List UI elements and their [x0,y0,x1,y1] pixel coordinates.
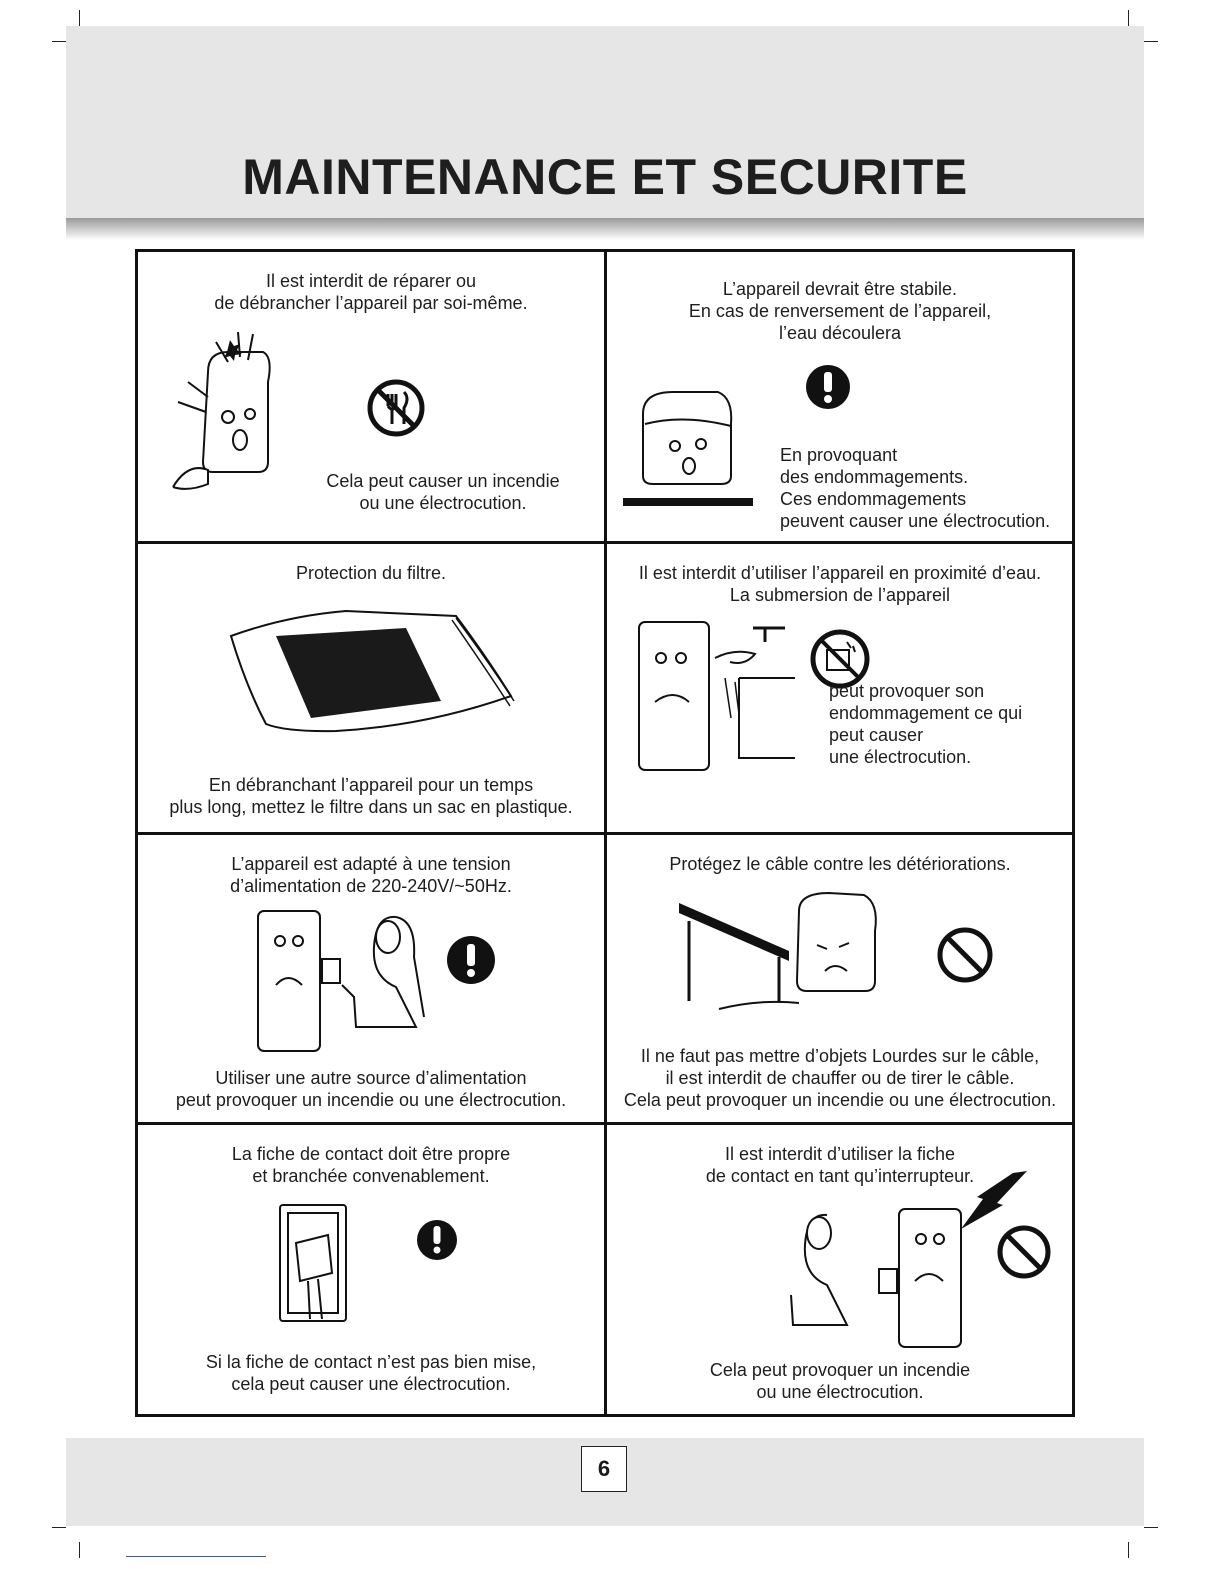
cell-body [138,1067,604,1111]
body-line: peut provoquer un incendie ou une électrocution. [175,1090,567,1110]
footer-rule [126,1556,266,1557]
heading-line: d’alimentation de 220-240V/~50Hz. [230,876,512,896]
cell-heading [138,1143,604,1187]
body-line: une électrocution. [829,747,972,767]
body-line: Utiliser une autre source d’alimentation [215,1068,527,1088]
body-line: Ces endommagements [780,489,967,509]
heading-line: Protection du filtre. [295,563,447,583]
safety-cell-plug [138,1125,604,1414]
prohibited-icon [997,1225,1051,1279]
plug-as-switch-illustration [787,1205,967,1350]
appliance-plug-in-illustration [246,907,436,1057]
appliance-repair-illustration [168,322,288,502]
lightning-bolt-icon [953,1169,1029,1231]
safety-cell-cable [607,835,1073,1124]
body-line: il est interdit de chauffer ou de tirer le câble. [665,1068,1015,1088]
body-line: Il ne faut pas mettre d’objets Lourdes sur le câble, [640,1046,1040,1066]
crop-mark [79,10,80,26]
crop-mark [52,1527,66,1528]
cell-heading [138,562,604,584]
exclamation-warning-icon [446,935,496,985]
heading-line: Il est interdit de réparer ou [265,271,477,291]
safety-grid [135,249,1075,1417]
body-line: peut provoquer son [829,681,985,701]
heading-line: L’appareil devrait être stabile. [722,279,958,299]
exclamation-warning-icon [416,1219,458,1261]
cell-heading [138,853,604,897]
header-band [66,26,1144,218]
heading-line: La submersion de l’appareil [729,585,951,605]
safety-cell-switch [607,1125,1073,1414]
body-line: Cela peut provoquer un incendie ou une électrocution. [623,1090,1057,1110]
heading-line: Il est interdit d’utiliser l’appareil en proximité d’eau. [638,563,1042,583]
heading-line: de contact en tant qu’interrupteur. [705,1166,975,1186]
heading-line: L’appareil est adapté à une tension [231,854,511,874]
heading-line: et branchée convenablement. [252,1166,490,1186]
crop-mark [1128,10,1129,26]
safety-cell-repair [138,252,604,541]
heading-line: La fiche de contact doit être propre [231,1144,511,1164]
body-line: des endommagements. [780,467,969,487]
no-tools-icon [366,378,426,438]
header-shadow [66,218,1144,240]
body-line: peuvent causer une électrocution. [780,511,1051,531]
prohibited-icon [937,927,993,983]
tilting-appliance-illustration [623,384,763,514]
cell-body [780,444,1050,532]
appliance-near-water-illustration [635,618,795,778]
safety-cell-water [607,544,1073,833]
filter-in-bag-illustration [226,606,516,736]
heading-line: l’eau découlera [778,323,902,343]
cell-body [607,1045,1073,1111]
cell-body [607,1359,1073,1403]
page-number: 6 [581,1446,627,1492]
body-line: cela peut causer une électrocution. [231,1374,511,1394]
body-line: ou une électrocution. [359,493,527,513]
crop-mark [79,1542,80,1558]
body-line: Cela peut causer un incendie [326,471,560,491]
wall-socket-plug-illustration [278,1203,348,1323]
crop-mark [1128,1542,1129,1558]
cell-heading [607,853,1073,875]
heading-line: En cas de renversement de l’appareil, [688,301,992,321]
heading-line: Il est interdit d’utiliser la fiche [724,1144,956,1164]
body-line: Cela peut provoquer un incendie [709,1360,971,1380]
cell-heading [607,278,1073,344]
body-line: En provoquant [780,445,898,465]
cell-body [298,470,588,514]
cell-heading [607,562,1073,606]
safety-cell-stability [607,252,1073,541]
cell-body [138,1351,604,1395]
body-line: peut causer [829,725,924,745]
cell-heading [138,270,604,314]
body-line: ou une électrocution. [756,1382,924,1402]
crop-mark [1144,41,1158,42]
cell-body [138,774,604,818]
body-line: Si la fiche de contact n’est pas bien mise, [205,1352,537,1372]
exclamation-warning-icon [805,364,851,410]
body-line: En débranchant l’appareil pour un temps [208,775,534,795]
heading-line: Protégez le câble contre les détériorations. [669,854,1011,874]
safety-cell-voltage [138,835,604,1124]
cell-body [829,680,1022,768]
crushed-cable-illustration [679,891,889,1021]
crop-mark [1144,1527,1158,1528]
safety-cell-filter [138,544,604,833]
crop-mark [52,41,66,42]
page-title: MAINTENANCE ET SECURITE [242,149,968,205]
heading-line: de débrancher l’appareil par soi-même. [214,293,528,313]
body-line: plus long, mettez le filtre dans un sac en plastique. [169,797,573,817]
body-line: endommagement ce qui [829,703,1023,723]
